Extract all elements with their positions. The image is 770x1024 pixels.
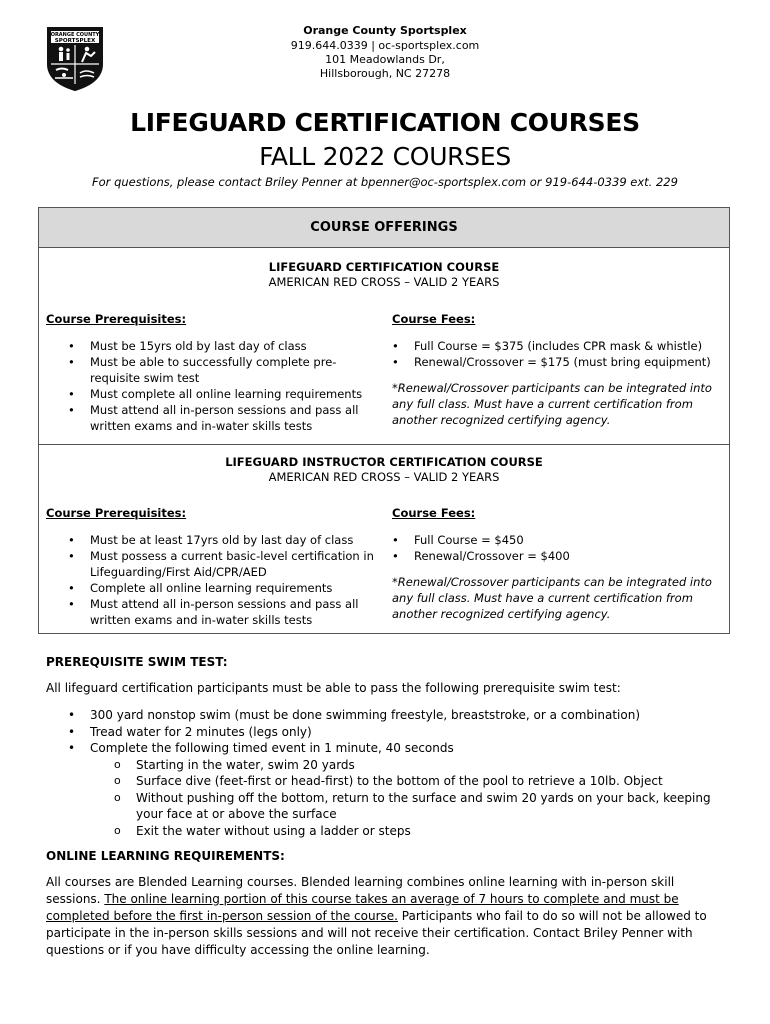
list-item: • Full Course = $450: [370, 532, 728, 548]
list-item: • Renewal/Crossover = $400: [370, 548, 728, 564]
swim-test-heading: PREREQUISITE SWIM TEST:: [46, 655, 228, 669]
renewal-note: *Renewal/Crossover participants can be integrated into any full class. Must have a current certification from another recognized certifying agency.: [392, 575, 712, 621]
online-learning-paragraph: [46, 874, 718, 959]
course-title: LIFEGUARD INSTRUCTOR CERTIFICATION COURSE: [225, 455, 543, 469]
list-item: • Tread water for 2 minutes (legs only): [46, 724, 726, 741]
list-item-text: Complete the following timed event in 1 minute, 40 seconds: [90, 741, 454, 755]
course-offerings-heading: COURSE OFFERINGS: [39, 208, 729, 248]
org-phone-website: 919.644.0339 | oc-sportsplex.com: [290, 39, 480, 52]
org-address-line-2: Hillsborough, NC 27278: [319, 67, 451, 80]
timed-event-sublist: [90, 757, 726, 840]
prerequisites-list: [46, 338, 378, 434]
fees-list: [370, 532, 728, 564]
list-item: • Must attend all in-person sessions and pass all written exams and in-water skills tests: [46, 402, 378, 434]
course-offerings-box: [38, 207, 730, 634]
online-text-underlined: The online learning portion of this course takes an average of 7 hours to complete and must be completed before the first in-person session of the course.: [46, 892, 679, 923]
list-item: • Must attend all in-person sessions and pass all written exams and in-water skills tests: [46, 596, 378, 628]
course-lifeguard-instructor: [39, 444, 729, 633]
online-text-intro: All courses are Blended Learning courses. Blended learning combines online learning with in-person skill sessions.: [46, 875, 675, 906]
course-subtitle: AMERICAN RED CROSS – VALID 2 YEARS: [268, 275, 500, 289]
list-item: • Must be able to successfully complete pre-requisite swim test: [46, 354, 378, 386]
list-item: [46, 740, 726, 839]
list-item: • Complete all online learning requirements: [46, 580, 378, 596]
prerequisites-label: Course Prerequisites:: [46, 312, 187, 326]
document-title: LIFEGUARD CERTIFICATION COURSES: [130, 108, 640, 137]
prerequisites-list: [46, 532, 378, 628]
list-item: • 300 yard nonstop swim (must be done swimming freestyle, breaststroke, or a combination): [46, 707, 726, 724]
list-item: • Full Course = $375 (includes CPR mask & whistle): [370, 338, 728, 354]
fees-label: Course Fees:: [392, 312, 476, 326]
course-subtitle: AMERICAN RED CROSS – VALID 2 YEARS: [268, 470, 500, 484]
sub-list-item: o Without pushing off the bottom, return to the surface and swim 20 yards on your back, keeping your face at or above the surface: [46, 790, 726, 823]
document-subtitle: FALL 2022 COURSES: [259, 142, 511, 171]
list-item: • Must complete all online learning requirements: [46, 386, 378, 402]
logo-text-line-2: SPORTSPLEX: [54, 38, 96, 44]
list-item: • Must be at least 17yrs old by last day of class: [46, 532, 378, 548]
sub-list-item: o Exit the water without using a ladder or steps: [46, 823, 726, 840]
org-address-line-1: 101 Meadowlands Dr,: [325, 53, 445, 66]
online-text-rest: Participants who fail to do so will not be allowed to participate in the in-person skills sessions and will not receive their certification. Contact Briley Penner with questions or if you have difficulty accessing the online learning.: [46, 909, 707, 957]
prerequisites-label: Course Prerequisites:: [46, 506, 187, 520]
list-item: • Must be 15yrs old by last day of class: [46, 338, 378, 354]
swim-test-intro: All lifeguard certification participants must be able to pass the following prerequisite swim test:: [46, 681, 621, 695]
fees-list: [370, 338, 728, 370]
list-item: • Renewal/Crossover = $175 (must bring equipment): [370, 354, 728, 370]
org-name: Orange County Sportsplex: [303, 24, 467, 37]
swim-test-list: [46, 707, 726, 839]
logo-text-line-1: ORANGE COUNTY: [50, 32, 100, 38]
renewal-note: *Renewal/Crossover participants can be integrated into any full class. Must have a current certification from another recognized certifying agency.: [392, 381, 712, 427]
sub-list-item: o Surface dive (feet-first or head-first) to the bottom of the pool to retrieve a 10lb. Object: [46, 773, 726, 790]
fees-label: Course Fees:: [392, 506, 476, 520]
contact-line: For questions, please contact Briley Penner at bpenner@oc-sportsplex.com or 919-644-0339 ext. 229: [92, 175, 678, 189]
course-lifeguard: [39, 248, 729, 445]
list-item: • Must possess a current basic-level certification in Lifeguarding/First Aid/CPR/AED: [46, 548, 378, 580]
online-learning-heading: ONLINE LEARNING REQUIREMENTS:: [46, 849, 285, 863]
course-title: LIFEGUARD CERTIFICATION COURSE: [268, 260, 500, 274]
sub-list-item: o Starting in the water, swim 20 yards: [46, 757, 726, 774]
